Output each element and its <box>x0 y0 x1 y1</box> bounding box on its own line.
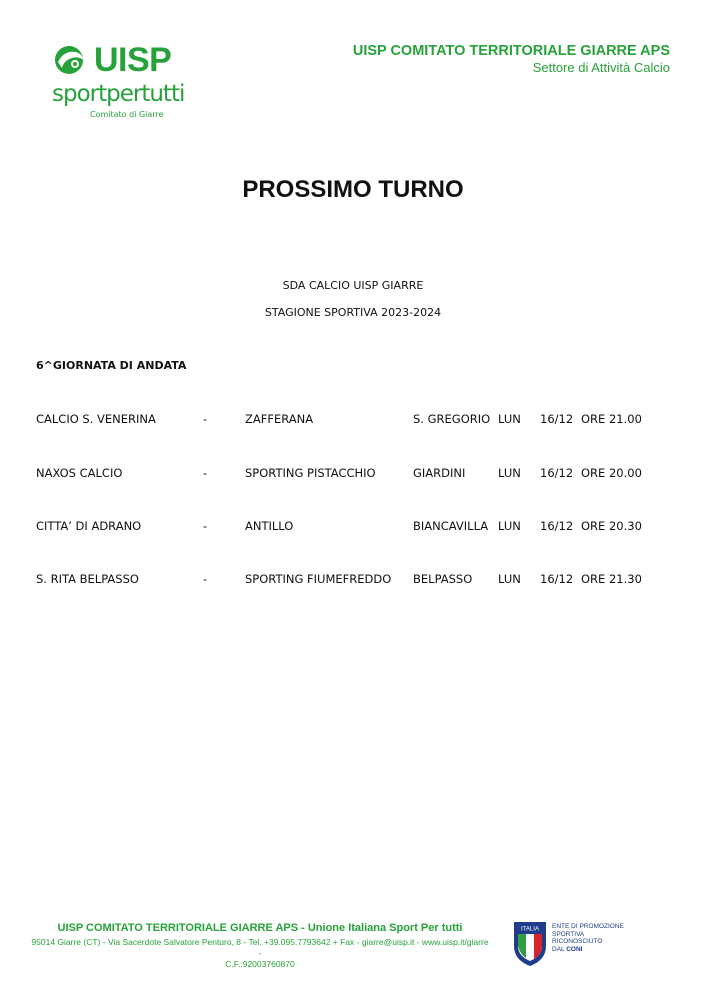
coni-text <box>552 923 624 953</box>
match-day: LUN <box>498 519 521 533</box>
round-heading: 6^GIORNATA DI ANDATA <box>36 359 187 372</box>
page-title: PROSSIMO TURNO <box>242 176 464 203</box>
footer-title: UISP COMITATO TERRITORIALE GIARRE APS - Unione Italiana Sport Per tutti <box>57 922 463 934</box>
coni-line: ENTE DI PROMOZIONE <box>552 923 624 930</box>
coni-badge <box>512 920 632 970</box>
match-separator: - <box>203 466 208 480</box>
match-date: 16/12 <box>540 572 574 586</box>
document-header <box>353 43 670 76</box>
logo-committee: Comitato di Giarre <box>90 110 164 119</box>
match-row <box>0 466 706 482</box>
coni-line: SPORTIVA <box>552 930 585 938</box>
venue: BELPASSO <box>413 572 473 586</box>
match-time: ORE 20.00 <box>581 466 642 480</box>
footer-tax-code: C.F.:92003760870 <box>225 959 295 969</box>
away-team: ANTILLO <box>245 519 294 533</box>
italia-shield-icon <box>512 920 548 968</box>
away-team: ZAFFERANA <box>245 412 314 426</box>
match-row <box>0 572 706 588</box>
match-date: 16/12 <box>540 466 574 480</box>
home-team: S. RITA BELPASSO <box>36 572 139 586</box>
match-separator: - <box>203 412 208 426</box>
match-time: ORE 21.30 <box>581 572 642 586</box>
coni-name: CONI <box>566 945 583 953</box>
match-date: 16/12 <box>540 519 574 533</box>
coni-line <box>552 946 624 954</box>
uisp-emblem-icon <box>50 42 92 78</box>
home-team: NAXOS CALCIO <box>36 466 123 480</box>
match-day: LUN <box>498 466 521 480</box>
match-separator: - <box>203 572 208 586</box>
league-name: SDA CALCIO UISP GIARRE <box>282 279 424 292</box>
coni-prefix: DAL <box>552 945 565 953</box>
venue: GIARDINI <box>413 466 466 480</box>
match-separator: - <box>203 519 208 533</box>
uisp-logo <box>50 40 200 126</box>
home-team: CALCIO S. VENERINA <box>36 412 156 426</box>
logo-tagline: sportpertutti <box>52 81 185 107</box>
venue: BIANCAVILLA <box>413 519 489 533</box>
match-date: 16/12 <box>540 412 574 426</box>
footer-address <box>30 937 490 970</box>
logo-brand-text: UISP <box>94 41 172 79</box>
shield-label: ITALIA <box>521 926 539 933</box>
season-label: STAGIONE SPORTIVA 2023-2024 <box>264 306 442 319</box>
match-row <box>0 519 706 535</box>
footer-address-line: 95014 Giarre (CT) - Via Sacerdote Salvatore Penturo, 8 - Tel. +39.095.7793642 + Fax - giarre@uisp.it - www.uisp.it/giarre - <box>31 937 489 958</box>
match-row <box>0 412 706 428</box>
coni-line: RICONOSCIUTO <box>552 938 603 945</box>
header-title: UISP COMITATO TERRITORIALE GIARRE APS <box>352 43 670 59</box>
venue: S. GREGORIO <box>413 412 491 426</box>
away-team: SPORTING PISTACCHIO <box>245 466 376 480</box>
match-time: ORE 20.30 <box>581 519 642 533</box>
away-team: SPORTING FIUMEFREDDO <box>245 572 392 586</box>
header-subtitle: Settore di Attività Calcio <box>532 60 670 75</box>
match-day: LUN <box>498 412 521 426</box>
home-team: CITTA’ DI ADRANO <box>36 519 142 533</box>
match-time: ORE 21.00 <box>581 412 642 426</box>
match-day: LUN <box>498 572 521 586</box>
